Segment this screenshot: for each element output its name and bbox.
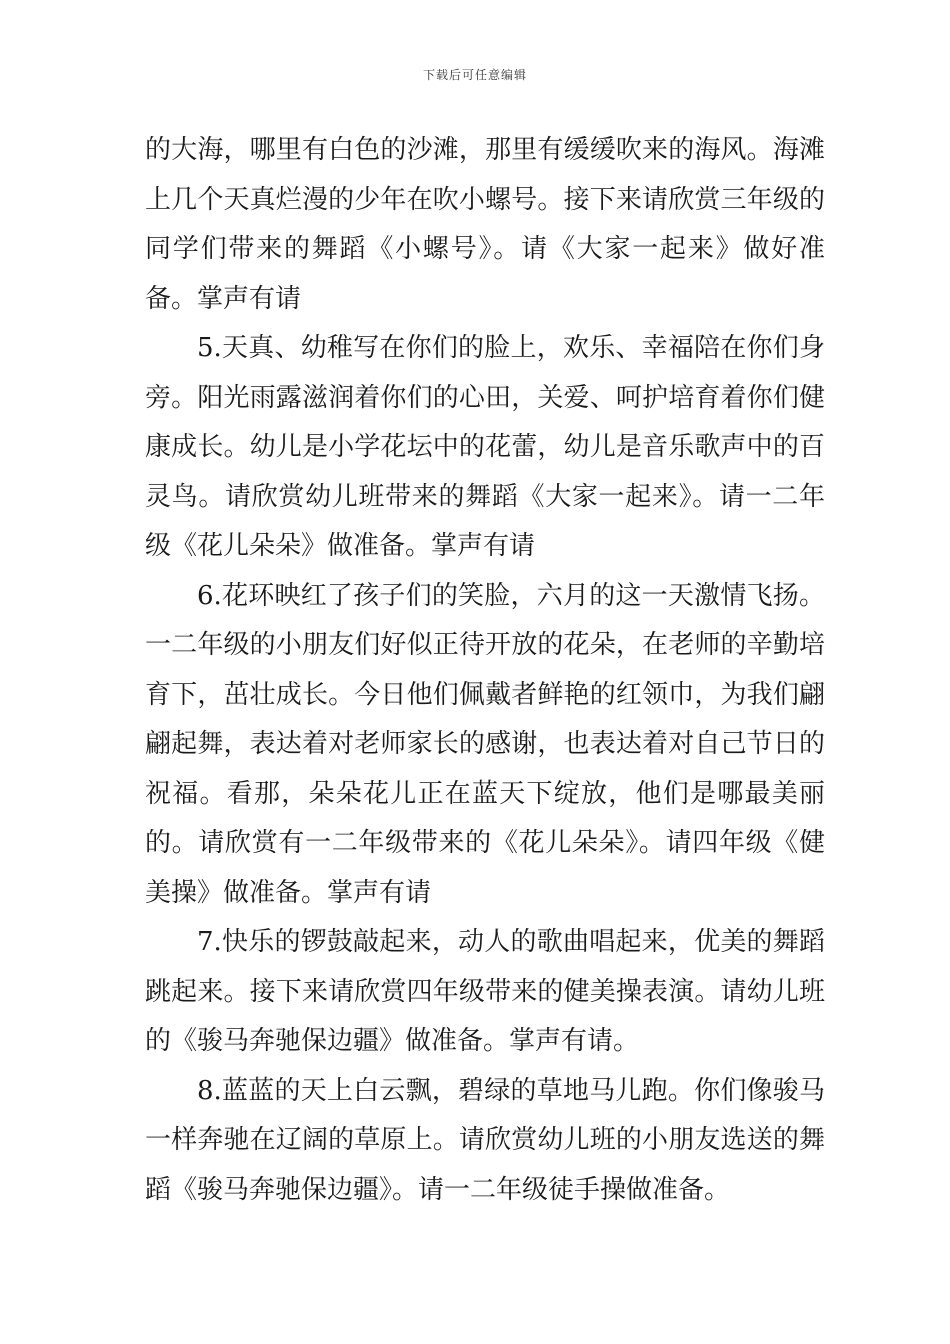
page-header: 下载后可任意编辑 (422, 68, 527, 82)
document-body (145, 126, 825, 1215)
paragraph-continuation: 的大海，哪里有白色的沙滩，那里有缓缓吹来的海风。海滩上几个天真烂漫的少年在吹小螺号。接下来请欣赏三年级的同学们带来的舞蹈《小螺号》。请《大家一起来》做好准备。掌声有请 (145, 135, 825, 314)
paragraph-item-6: 6.花环映红了孩子们的笑脸，六月的这一天激情飞扬。一二年级的小朋友们好似正待开放的花朵，在老师的辛勤培育下，茁壮成长。今日他们佩戴者鲜艳的红领巾，为我们翩翩起舞，表达着对老师家长的感谢，也表达着对自己节日的祝福。看那，朵朵花儿正在蓝天下绽放，他们是哪最美丽的。请欣赏有一二年级带来的《花儿朵朵》。请四年级《健美操》做准备。掌声有请 (145, 580, 825, 908)
paragraph-item-8: 8.蓝蓝的天上白云飘，碧绿的草地马儿跑。你们像骏马一样奔驰在辽阔的草原上。请欣赏幼儿班的小朋友选送的舞蹈《骏马奔驰保边疆》。请一二年级徒手操做准备。 (145, 1075, 825, 1205)
paragraph-item-5: 5.天真、幼稚写在你们的脸上，欢乐、幸福陪在你们身旁。阳光雨露滋润着你们的心田，关爱、呵护培育着你们健康成长。幼儿是小学花坛中的花蕾，幼儿是音乐歌声中的百灵鸟。请欣赏幼儿班带来的舞蹈《大家一起来》。请一二年级《花儿朵朵》做准备。掌声有请 (145, 333, 825, 561)
paragraph-item-7: 7.快乐的锣鼓敲起来，动人的歌曲唱起来，优美的舞蹈跳起来。接下来请欣赏四年级带来的健美操表演。请幼儿班的《骏马奔驰保边疆》做准备。掌声有请。 (145, 927, 825, 1056)
